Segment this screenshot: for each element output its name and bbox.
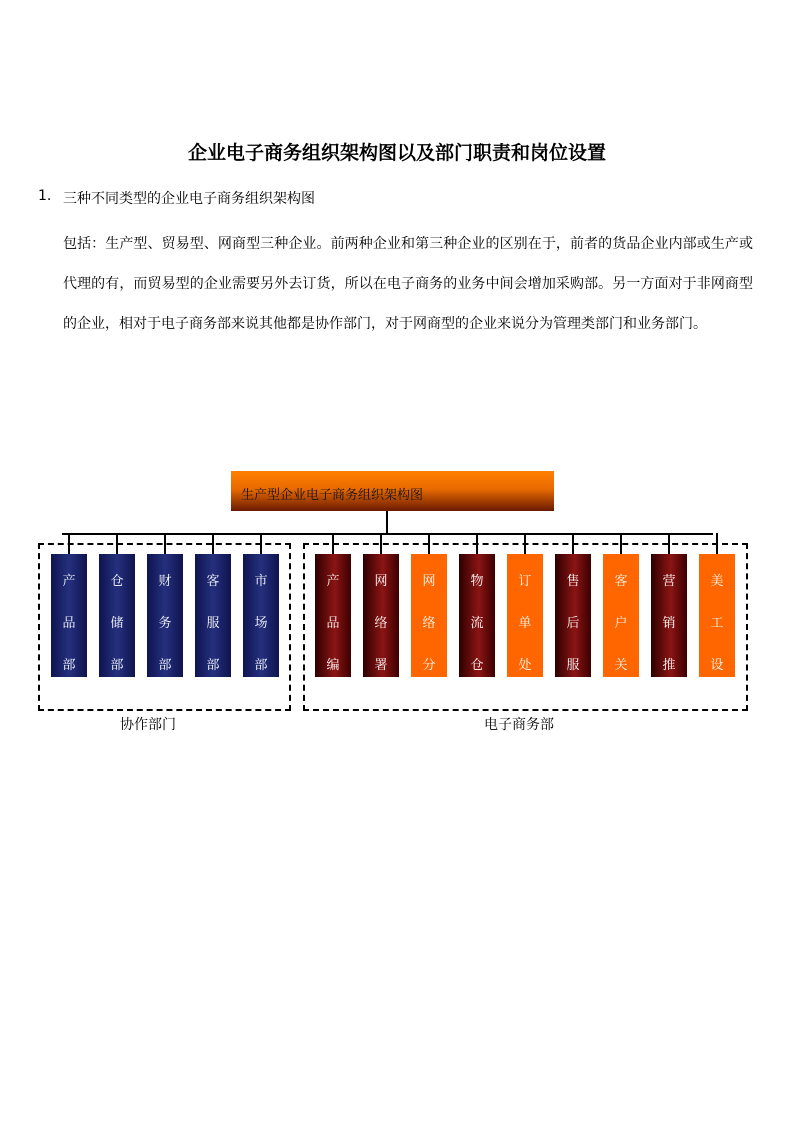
department-char: 网 [422,574,436,589]
department-box [315,554,351,677]
department-char: 编 [326,658,340,673]
department-box [51,554,87,677]
department-char: 美 [710,574,724,589]
department-char: 物 [470,574,484,589]
department-char: 工 [710,616,724,631]
department-char: 品 [62,616,76,631]
department-char: 单 [518,616,532,631]
department-char: 产 [62,574,76,589]
department-box [147,554,183,677]
department-char: 储 [110,616,124,631]
department-char: 推 [662,658,676,673]
department-char: 部 [254,658,268,673]
department-char: 络 [422,616,436,631]
department-char: 订 [518,574,532,589]
department-char: 服 [566,658,580,673]
department-box [459,554,495,677]
department-char: 户 [614,616,628,631]
document-title: 企业电子商务组织架构图以及部门职责和岗位设置 [187,142,606,164]
department-char: 营 [662,574,676,589]
department-box [507,554,543,677]
department-char: 流 [470,616,484,631]
org-chart-title: 生产型企业电子商务组织架构图 [231,471,554,511]
department-char: 仓 [470,658,484,673]
department-box [651,554,687,677]
department-char: 部 [158,658,172,673]
section-heading: 三种不同类型的企业电子商务组织架构图 [63,191,315,207]
department-char: 络 [374,616,388,631]
department-char: 市 [254,574,268,589]
department-char: 分 [422,658,436,673]
body-paragraph: 包括：生产型、贸易型、网商型三种企业。前两种企业和第三种企业的区别在于，前者的货品企业内部或生产或代理的有，而贸易型的企业需要另外去订货，所以在电子商务的业务中间会增加采购部。另一方面对于非网商型的企业，相对于电子商务部来说其他都是协作部门，对于网商型的企业来说分为管理类部门和业务部门。 [63,236,753,332]
department-char: 服 [206,616,220,631]
department-char: 处 [518,658,532,673]
department-char: 部 [62,658,76,673]
department-char: 销 [662,616,676,631]
department-char: 产 [326,574,340,589]
department-char: 场 [254,616,268,631]
section-number: 1. [38,188,52,204]
connector-bus [62,533,713,535]
department-box [411,554,447,677]
department-box [195,554,231,677]
department-char: 部 [206,658,220,673]
connector-trunk [386,511,388,534]
department-box [99,554,135,677]
ecommerce-group-label: 电子商务部 [484,717,554,733]
department-box [699,554,735,677]
department-char: 财 [158,574,172,589]
department-box [555,554,591,677]
department-char: 仓 [110,574,124,589]
department-char: 客 [614,574,628,589]
department-box [603,554,639,677]
department-char: 署 [374,658,388,673]
department-char: 设 [710,658,724,673]
department-char: 务 [158,616,172,631]
department-char: 后 [566,616,580,631]
department-box [363,554,399,677]
department-char: 部 [110,658,124,673]
department-char: 客 [206,574,220,589]
department-box [243,554,279,677]
department-char: 售 [566,574,580,589]
cooperation-group-label: 协作部门 [120,717,176,733]
department-char: 网 [374,574,388,589]
department-char: 品 [326,616,340,631]
department-char: 关 [614,658,628,673]
